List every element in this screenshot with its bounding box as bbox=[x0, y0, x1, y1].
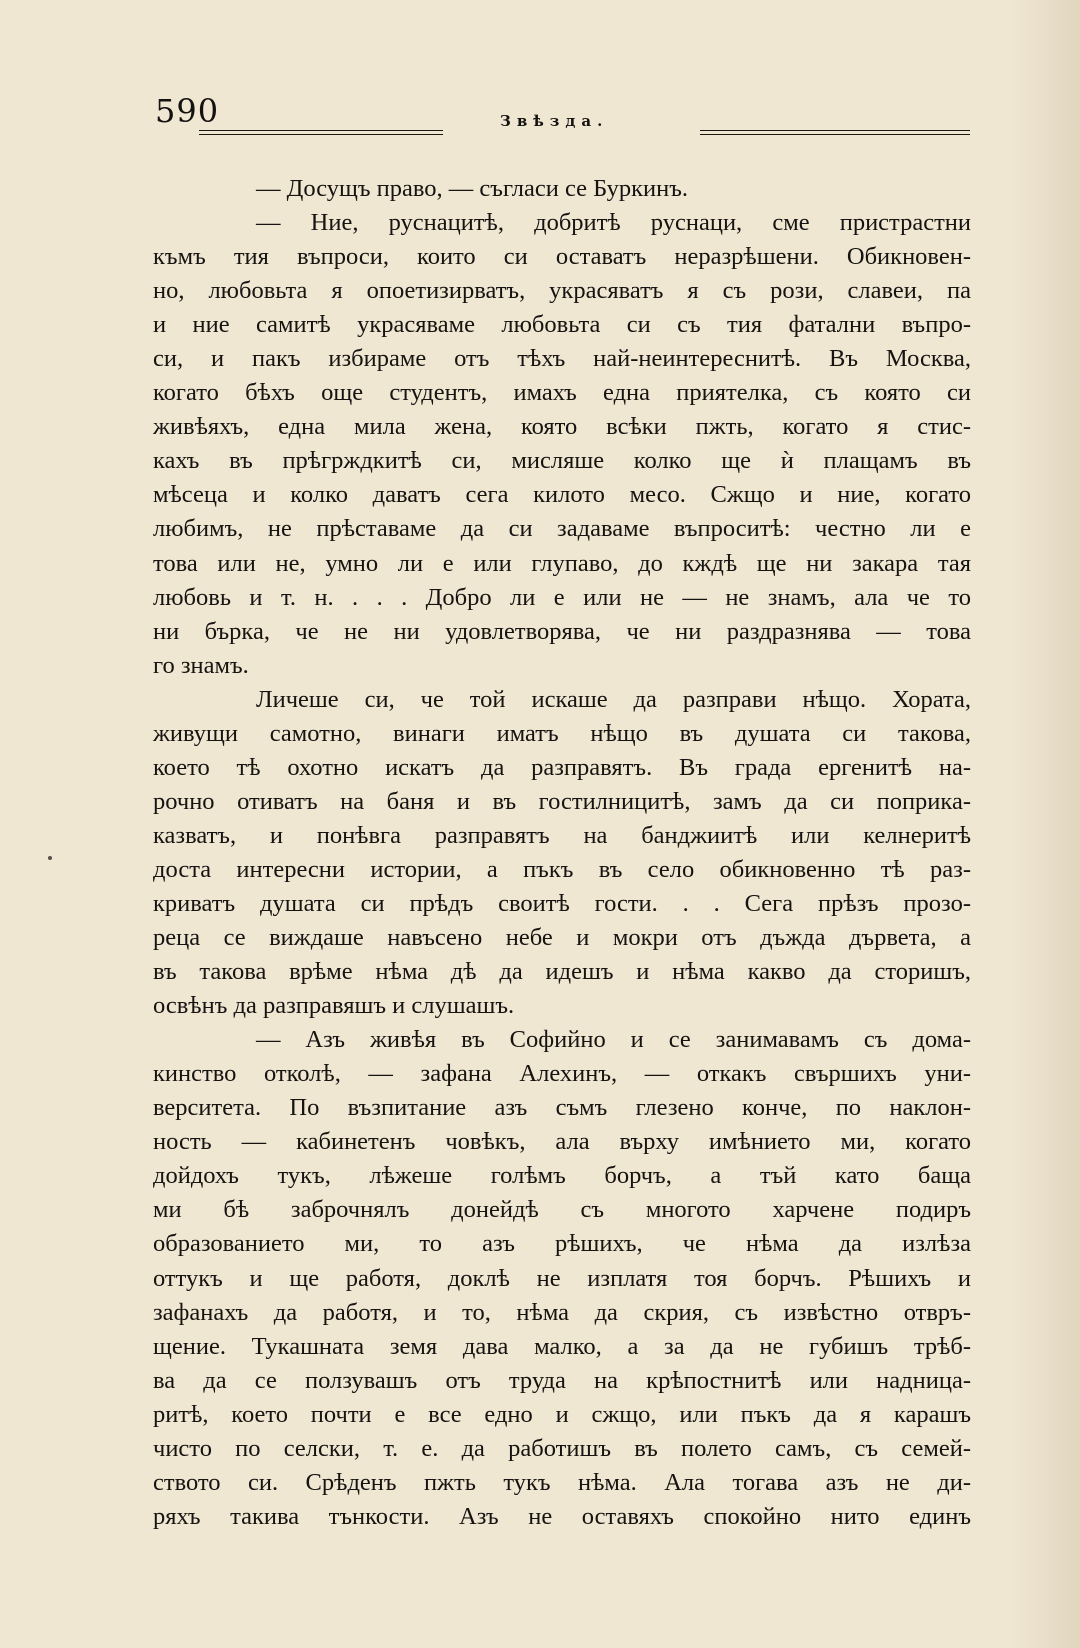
text-line: ритѣ, което почти е все едно и сжщо, или пъкъ да я карашъ bbox=[153, 1400, 971, 1428]
text-line: щение. Тукашната земя дава малко, а за да не губишъ трѣб- bbox=[153, 1332, 971, 1360]
text-line: любовь и т. н. . . . Добро ли е или не — не знамъ, ала че то bbox=[153, 583, 971, 611]
text-line: ность — кабинетенъ човѣкъ, ала върху имѣнието ми, когато bbox=[153, 1128, 971, 1156]
page-number: 590 bbox=[155, 92, 220, 130]
text-line: — Досущъ право, — съгласи се Буркинъ. bbox=[256, 175, 689, 202]
text-line: но, любовьта я опоетизирватъ, украсяватъ я съ рози, славеи, па bbox=[153, 277, 971, 305]
text-line: зафанахъ да работя, и то, нѣма да скрия, съ извѣстно отвръ- bbox=[153, 1298, 971, 1326]
text-line: дойдохъ тукъ, лѣжеше голѣмъ борчъ, а тъй като баща bbox=[153, 1162, 971, 1190]
header-rule bbox=[700, 134, 970, 135]
text-line: казватъ, и понѣвга разправятъ на банджиитѣ или келнеритѣ bbox=[153, 821, 971, 849]
text-line: живѣяхъ, една мила жена, която всѣки пжть, когато я стис- bbox=[153, 413, 971, 441]
text-line: си, и пакъ избираме отъ тѣхъ най-неинтереснитѣ. Въ Москва, bbox=[153, 345, 971, 373]
running-title: Звѣзда. bbox=[500, 112, 609, 130]
header-rule bbox=[199, 130, 443, 131]
page-edge-shadow bbox=[1010, 0, 1080, 1648]
page-header bbox=[155, 92, 970, 148]
header-rule bbox=[199, 134, 443, 135]
text-line: ва да се ползувашъ отъ труда на крѣпостнитѣ или надница- bbox=[153, 1366, 971, 1394]
paper-speck bbox=[48, 856, 52, 860]
text-line: ми бѣ заброчнялъ донейдѣ съ многото харчене подиръ bbox=[153, 1196, 971, 1224]
text-line: живущи самотно, винаги иматъ нѣщо въ душата си такова, bbox=[153, 719, 971, 747]
text-line: — Азъ живѣя въ Софийно и се занимавамъ съ дома- bbox=[256, 1026, 971, 1054]
text-line: верситета. По възпитание азъ съмъ глезено конче, по наклон- bbox=[153, 1094, 971, 1122]
body-text bbox=[153, 172, 971, 1534]
text-line: оттукъ и ще работя, доклѣ не изплатя тоя борчъ. Рѣшихъ и bbox=[153, 1264, 971, 1292]
text-line: образованието ми, то азъ рѣшихъ, че нѣма да излѣза bbox=[153, 1230, 971, 1258]
text-line: което тѣ охотно искатъ да разправятъ. Въ града ергенитѣ на- bbox=[153, 753, 971, 781]
text-line: Личеше си, че той искаше да разправи нѣщо. Хората, bbox=[256, 685, 971, 713]
text-line: когато бѣхъ още студентъ, имахъ една приятелка, съ която си bbox=[153, 379, 971, 407]
text-line: го знамъ. bbox=[153, 651, 249, 679]
text-line: и ние самитѣ украсяваме любовьта си съ тия фатални въпро- bbox=[153, 311, 971, 339]
text-line: реца се виждаше навъсено небе и мокри отъ дъжда дървета, а bbox=[153, 924, 971, 952]
text-line: ството си. Срѣденъ пжть тукъ нѣма. Ала тогава азъ не ди- bbox=[153, 1468, 971, 1496]
text-line: мѣсеца и колко даватъ сега килото месо. Сжщо и ние, когато bbox=[153, 481, 971, 509]
text-line: освѣнъ да разправяшъ и слушашъ. bbox=[153, 992, 515, 1020]
text-line: — Ние, руснацитѣ, добритѣ руснаци, сме пристрастни bbox=[256, 209, 971, 237]
text-line: чисто по селски, т. е. да работишъ въ полето самъ, съ семей- bbox=[153, 1434, 971, 1462]
text-line: къмъ тия въпроси, които си оставатъ неразрѣшени. Обикновен- bbox=[153, 243, 971, 271]
text-line: ни бърка, че не ни удовлетворява, че ни раздразнява — това bbox=[153, 617, 971, 645]
text-line: криватъ душата си прѣдъ своитѣ гости. . . Сега прѣзъ прозо- bbox=[153, 889, 971, 917]
text-line: това или не, умно ли е или глупаво, до кждѣ ще ни закара тая bbox=[153, 549, 971, 577]
text-line: доста интересни истории, а пъкъ въ село обикновенно тѣ раз- bbox=[153, 855, 971, 883]
header-rule bbox=[700, 130, 970, 131]
text-line: кахъ въ прѣгрждкитѣ си, мисляше колко ще ѝ плащамъ въ bbox=[153, 447, 971, 475]
text-line: ряхъ такива тънкости. Азъ не оставяхъ спокойно нито единъ bbox=[153, 1502, 971, 1530]
text-line: рочно отиватъ на баня и въ гостилницитѣ, замъ да си поприка- bbox=[153, 787, 971, 815]
text-line: кинство отколѣ, — зафана Алехинъ, — откакъ свършихъ уни- bbox=[153, 1060, 971, 1088]
text-line: въ такова врѣме нѣма дѣ да идешъ и нѣма какво да сторишъ, bbox=[153, 958, 971, 986]
text-line: любимъ, не прѣставаме да си задаваме въпроситѣ: честно ли е bbox=[153, 515, 971, 543]
